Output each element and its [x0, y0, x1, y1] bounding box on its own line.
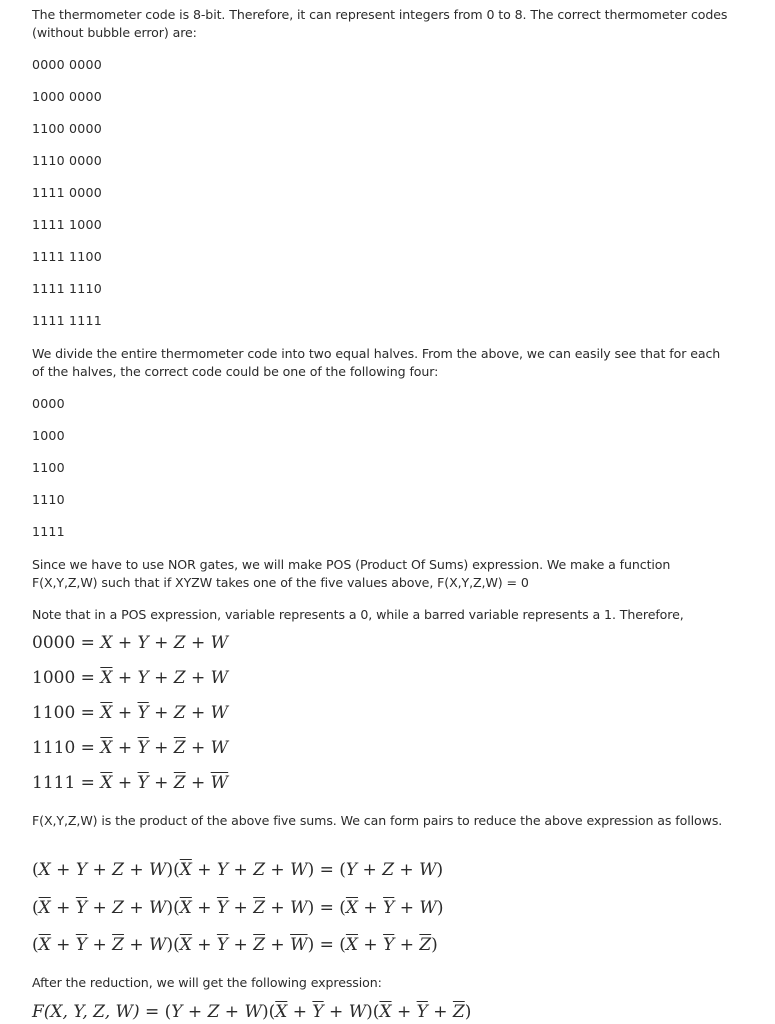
- code-8bit-2: 1100 0000: [32, 121, 102, 136]
- halves-paragraph: We divide the entire thermometer code into two equal halves. From the above, we can easily see that for each of the halves, the correct code could be one of the following four:: [32, 346, 721, 379]
- sum-expression-0: 0000 = X + Y + Z + W: [32, 633, 229, 653]
- reduction-pair-1: $(\overline{X} + \overline{Y} + Z + W)(\overline{X} + \overline{Y} + \overline{Z} + W) = (\overline{X} + \overline{Y} + W)$: [32, 898, 444, 918]
- reduction-paragraph: After the reduction, we will get the following expression:: [32, 975, 382, 990]
- code-8bit-8: 1111 1111: [32, 313, 102, 328]
- code-4bit-0: 0000: [32, 396, 65, 411]
- code-8bit-5: 1111 1000: [32, 217, 102, 232]
- sum-expression-3: $1110 = \overline{X} + \overline{Y} + \overline{Z} + W$: [32, 738, 229, 758]
- code-8bit-4: 1111 0000: [32, 185, 102, 200]
- code-4bit-2: 1100: [32, 460, 65, 475]
- code-4bit-1: 1000: [32, 428, 65, 443]
- code-4bit-4: 1111: [32, 524, 65, 539]
- intro-paragraph: The thermometer code is 8-bit. Therefore, it can represent integers from 0 to 8. The correct thermometer codes (without bubble error) are:: [32, 7, 728, 40]
- code-8bit-6: 1111 1100: [32, 249, 102, 264]
- final-expression: F(X, Y, Z, $W) = (Y + Z + W)(\overline{X} + \overline{Y} + W)(\overline{X} + \overline{Y} + \overline{Z})$: [32, 1002, 472, 1022]
- code-8bit-1: 1000 0000: [32, 89, 102, 104]
- reduction-pair-2: $(\overline{X} + \overline{Y} + \overline{Z} + W)(\overline{X} + \overline{Y} + \overline{Z} + \overline{W}) = (\overline{X} + \overline{Y} + \overline{Z})$: [32, 935, 438, 955]
- pos-note-paragraph: Note that in a POS expression, variable represents a 0, while a barred variable represents a 1. Therefore,: [32, 607, 684, 622]
- product-paragraph: F(X,Y,Z,W) is the product of the above five sums. We can form pairs to reduce the above expression as follows.: [32, 813, 723, 828]
- code-4bit-3: 1110: [32, 492, 65, 507]
- nor-paragraph: Since we have to use NOR gates, we will make POS (Product Of Sums) expression. We make a function F(X,Y,Z,W) such that if XYZW takes one of the five values above, F(X,Y,Z,W) = 0: [32, 557, 671, 590]
- sum-expression-2: $1100 = \overline{X} + \overline{Y} + Z + W$: [32, 703, 229, 723]
- sum-expression-1: $1000 = \overline{X} + Y + Z + W$: [32, 668, 229, 688]
- code-8bit-0: 0000 0000: [32, 57, 102, 72]
- sum-expression-4: $1111 = \overline{X} + \overline{Y} + \overline{Z} + \overline{W}$: [32, 773, 229, 793]
- code-8bit-3: 1110 0000: [32, 153, 102, 168]
- code-8bit-7: 1111 1110: [32, 281, 102, 296]
- reduction-pair-0: $(X + Y + Z + W)(\overline{X} + Y + Z + W) = (Y + Z + W)$: [32, 860, 444, 880]
